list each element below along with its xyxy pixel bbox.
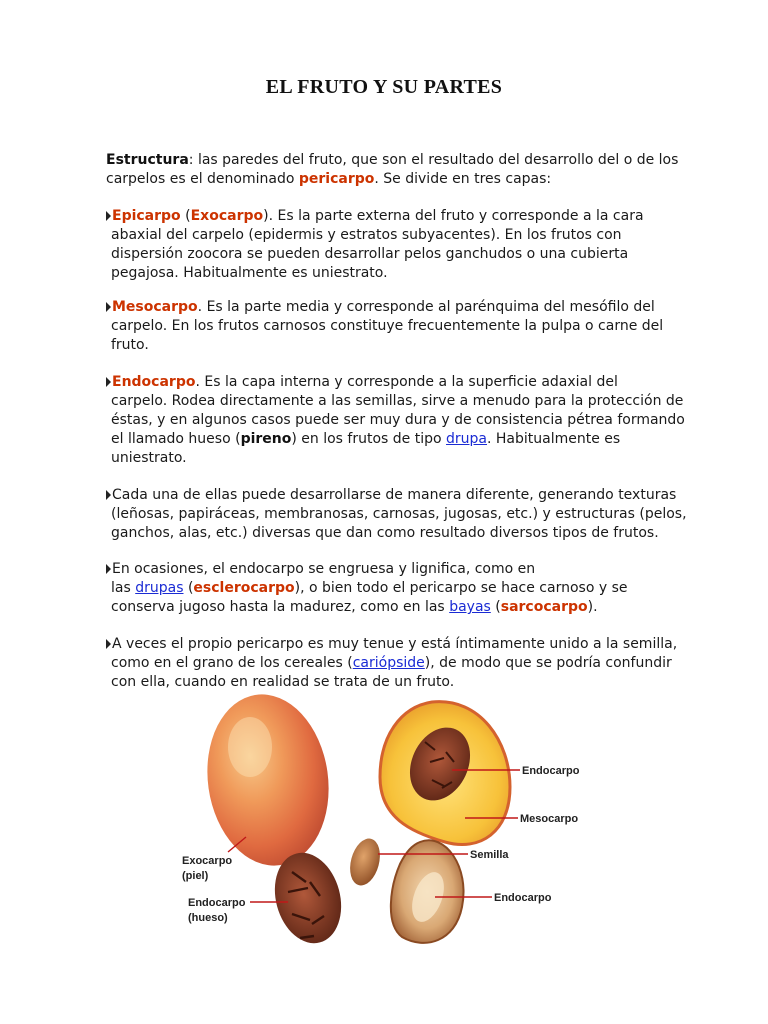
endocarpo-text: el llamado hueso ( — [111, 431, 241, 447]
drupa-link[interactable]: drupa — [446, 431, 487, 447]
endocarpo-paragraph — [106, 373, 685, 468]
epicarpo-text: pegajosa. Habitualmente es uniestrato. — [111, 265, 388, 281]
aveces-text: como en el grano de los cereales ( — [111, 655, 353, 671]
epicarpo-text: ). Es la parte externa del fruto y corresponde a la cara — [263, 208, 644, 224]
intro-paragraph — [106, 151, 679, 189]
endocarpo-text: ) en los frutos de tipo — [291, 431, 447, 447]
bullet-icon — [106, 639, 111, 649]
label-endocarpo-right: Endocarpo — [494, 892, 552, 904]
aveces-text: A veces el propio pericarpo es muy tenue y está íntimamente unido a la semilla, — [112, 636, 678, 652]
label-exocarpo: Exocarpo — [182, 855, 233, 867]
epicarpo-paragraph — [106, 207, 666, 283]
cada-text: ganchos, alas, etc.) diversas que dan como resultado diversos tipos de frutos. — [111, 525, 659, 541]
mesocarpo-text: carpelo. En los frutos carnosos constituye frecuentemente la pulpa o carne del — [111, 318, 664, 334]
cada-text: (leñosas, papiráceas, membranosas, carnosas, jugosas, etc.) y estructuras (pelos, — [111, 506, 687, 522]
ocasiones-text: ). — [587, 599, 598, 615]
label-hueso: (hueso) — [188, 912, 228, 924]
mesocarpo-text: . Es la parte media y corresponde al parénquima del mesófilo del — [197, 299, 655, 315]
bullet-icon — [106, 490, 111, 500]
endocarpo-text: éstas, y en algunos casos puede ser muy dura y de consistencia pétrea formando — [111, 412, 685, 428]
drupas-link[interactable]: drupas — [135, 580, 184, 596]
cada-text: Cada una de ellas puede desarrollarse de manera diferente, generando texturas — [112, 487, 677, 503]
estructura-label: Estructura — [106, 152, 189, 168]
sarcocarpo-term: sarcocarpo — [500, 599, 588, 615]
aveces-text: con ella, cuando en realidad se trata de un fruto. — [111, 674, 455, 690]
label-piel: (piel) — [182, 870, 209, 882]
epicarpo-text: abaxial del carpelo (epidermis y estratos subyacentes). En los frutos con — [111, 227, 622, 243]
epicarpo-term: Epicarpo — [112, 208, 181, 224]
epicarpo-text: ( — [180, 208, 191, 224]
fruit-illustration — [180, 692, 600, 962]
label-endocarpo-top: Endocarpo — [522, 765, 580, 777]
esclerocarpo-term: esclerocarpo — [193, 580, 295, 596]
ocasiones-text: ), o bien todo el pericarpo se hace carnoso y se — [294, 580, 628, 596]
label-semilla: Semilla — [470, 849, 509, 861]
epicarpo-text: dispersión zoocora se pueden desarrollar pelos ganchudos o una cubierta — [111, 246, 629, 262]
mesocarpo-text: fruto. — [111, 337, 149, 353]
endocarpo-text: . Habitualmente es — [487, 431, 621, 447]
bullet-icon — [106, 211, 111, 221]
ocasiones-text: ( — [183, 580, 194, 596]
ocasiones-text: En ocasiones, el endocarpo se engruesa y lignifica, como en — [112, 561, 536, 577]
endocarpo-text: uniestrato. — [111, 450, 187, 466]
endocarpo-text: . Es la capa interna y corresponde a la superficie adaxial del — [195, 374, 618, 390]
pericarpo-term: pericarpo — [298, 171, 375, 187]
bullet-icon — [106, 564, 111, 574]
label-endocarpo-hueso: Endocarpo — [188, 897, 246, 909]
endocarpo-text: carpelo. Rodea directamente a las semillas, sirve a menudo para la protección de — [111, 393, 684, 409]
cada-paragraph — [106, 486, 687, 543]
endocarpo-term: Endocarpo — [112, 374, 196, 390]
ocasiones-text: conserva jugoso hasta la madurez, como en las — [111, 599, 450, 615]
mesocarpo-paragraph — [106, 298, 666, 355]
ocasiones-text: ( — [490, 599, 501, 615]
intro-text: . Se divide en tres capas: — [374, 171, 552, 187]
aveces-text: ), de modo que se podría confundir — [424, 655, 672, 671]
bullet-icon — [106, 302, 111, 312]
bayas-link[interactable]: bayas — [449, 599, 491, 615]
peach-highlight — [228, 717, 272, 777]
cariopside-link[interactable]: cariópside — [352, 655, 425, 671]
intro-text: : las paredes del fruto, que son el resultado del desarrollo del o de los — [188, 152, 679, 168]
exocarpo-term: Exocarpo — [190, 208, 264, 224]
whole-peach-image — [197, 692, 340, 874]
label-mesocarpo: Mesocarpo — [520, 813, 579, 825]
bullet-icon — [106, 377, 111, 387]
ocasiones-paragraph — [106, 560, 666, 617]
pireno-term: pireno — [240, 431, 292, 447]
mesocarpo-term: Mesocarpo — [112, 299, 198, 315]
intro-text: carpelos es el denominado — [106, 171, 299, 187]
aveces-paragraph — [106, 635, 678, 692]
ocasiones-text: las — [111, 580, 136, 596]
seed-image — [345, 835, 384, 889]
page-title: EL FRUTO Y SU PARTES — [265, 76, 503, 98]
